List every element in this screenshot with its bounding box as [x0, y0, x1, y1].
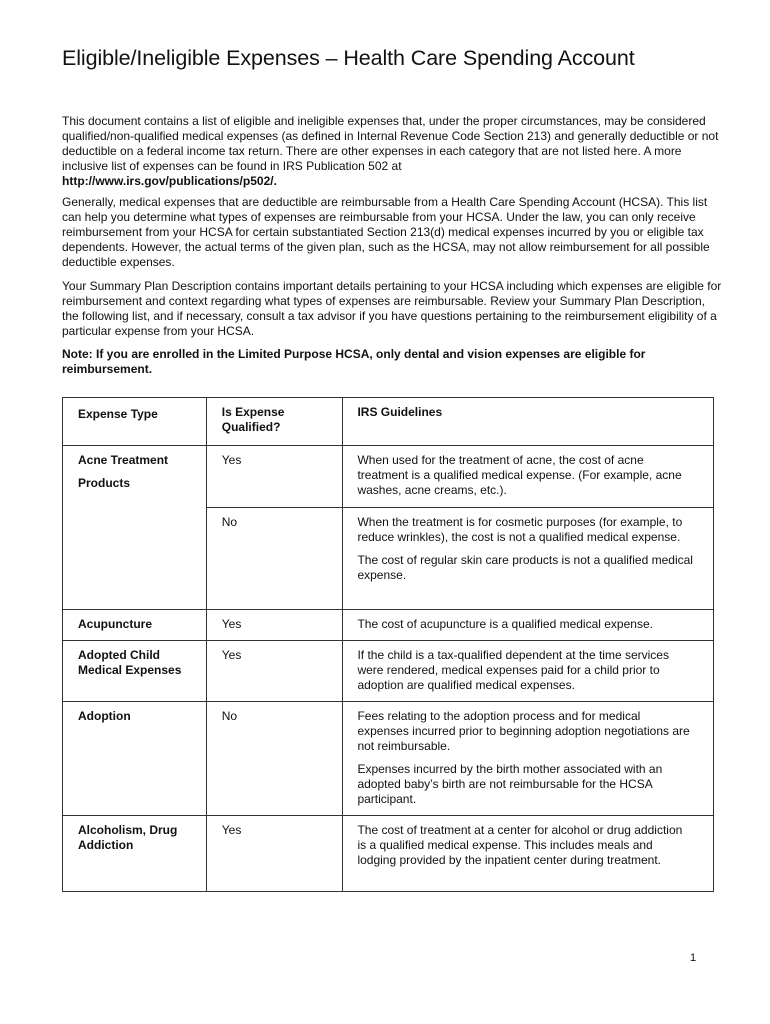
guideline-cell-secondary: The cost of regular skin care products is not a qualified medical expense.: [357, 553, 693, 582]
limited-purpose-note: Note: If you are enrolled in the Limited Purpose HCSA, only dental and vision expenses are eligible for reimbursement.: [62, 347, 646, 376]
expense-type-cell: [63, 446, 206, 499]
table-row: [63, 641, 714, 702]
expense-type-cell: Adoption: [78, 709, 131, 723]
summary-plan-paragraph: Your Summary Plan Description contains important details pertaining to your HCSA including which expenses are eligible for reimbursement and context regarding what types of expenses are reimbursable. Review your Summary Plan Description, the following list, and if necessary, consult a tax advisor if you have questions pertaining to the reimbursement eligibility of a particular expense from your HCSA.: [62, 279, 722, 338]
irs-publication-link[interactable]: http://www.irs.gov/publications/p502/.: [62, 174, 277, 188]
intro-paragraph-text: This document contains a list of eligible and ineligible expenses that, under the proper circumstances, may be considered qualified/non-qualified medical expenses (as defined in Internal Revenue Code Section 213) and generally deductible or not deductible on a federal income tax return. There are other expenses in each category that are not listed here. A more inclusive list of expenses can be found in IRS Publication 502 at: [62, 114, 719, 173]
expense-type-cell: Acupuncture: [78, 617, 153, 631]
guideline-cell: Fees relating to the adoption process and for medical expenses incurred prior to beginning adoption negotiations are not reimbursable.: [357, 709, 690, 753]
guideline-cell: The cost of treatment at a center for alcohol or drug addiction is a qualified medical expense. This includes meals and lodging provided by the inpatient center during treatment.: [357, 823, 683, 867]
document-title: Eligible/Ineligible Expenses – Health Care Spending Account: [62, 46, 635, 70]
header-expense-type: Expense Type: [78, 407, 158, 421]
guideline-cell: If the child is a tax-qualified dependent at the time services were rendered, medical expenses paid for a child prior to adoption are qualified medical expenses.: [357, 648, 669, 692]
header-is-qualified: Is Expense Qualified?: [221, 405, 285, 434]
intro-paragraph: [62, 114, 722, 189]
guideline-cell: The cost of acupuncture is a qualified medical expense.: [357, 617, 653, 631]
qualified-cell: Yes: [221, 453, 242, 467]
qualified-cell: Yes: [221, 648, 242, 662]
expense-type-cell: Adopted Child Medical Expenses: [78, 648, 182, 677]
guideline-cell: When the treatment is for cosmetic purposes (for example, to reduce wrinkles), the cost is not a qualified medical expense.: [357, 515, 683, 544]
deductible-paragraph: Generally, medical expenses that are deductible are reimbursable from a Health Care Spending Account (HCSA). This list can help you determine what types of expenses are reimbursable from your HCSA. Under the law, you can only receive reimbursement from your HCSA for certain substantiated Section 213(d) medical expenses incurred by you or eligible tax dependents. However, the actual terms of the given plan, such as the HCSA, may not allow reimbursement for all possible deductible expenses.: [62, 195, 710, 269]
qualified-cell: No: [221, 515, 238, 529]
expense-table: [62, 397, 714, 892]
header-irs-guidelines: IRS Guidelines: [357, 405, 443, 419]
page-number: 1: [690, 952, 697, 964]
qualified-cell: Yes: [221, 617, 242, 631]
qualified-cell: No: [221, 709, 238, 723]
expense-name-line2: Products: [78, 476, 131, 490]
table-row: [63, 702, 714, 816]
guideline-cell-secondary: Expenses incurred by the birth mother associated with an adopted baby’s birth are not reimbursable for the HCSA participant.: [357, 762, 663, 806]
expense-name-line1: Acne Treatment: [78, 453, 169, 467]
qualified-cell: Yes: [221, 823, 242, 837]
table-row: [63, 816, 714, 892]
guideline-cell: When used for the treatment of acne, the cost of acne treatment is a qualified medical expense. (For example, acne washes, acne creams, etc.).: [357, 453, 682, 497]
expense-type-cell: Alcoholism, Drug Addiction: [78, 823, 178, 852]
table-row: [63, 446, 714, 508]
table-row: [63, 610, 714, 641]
table-header-row: [63, 398, 714, 446]
